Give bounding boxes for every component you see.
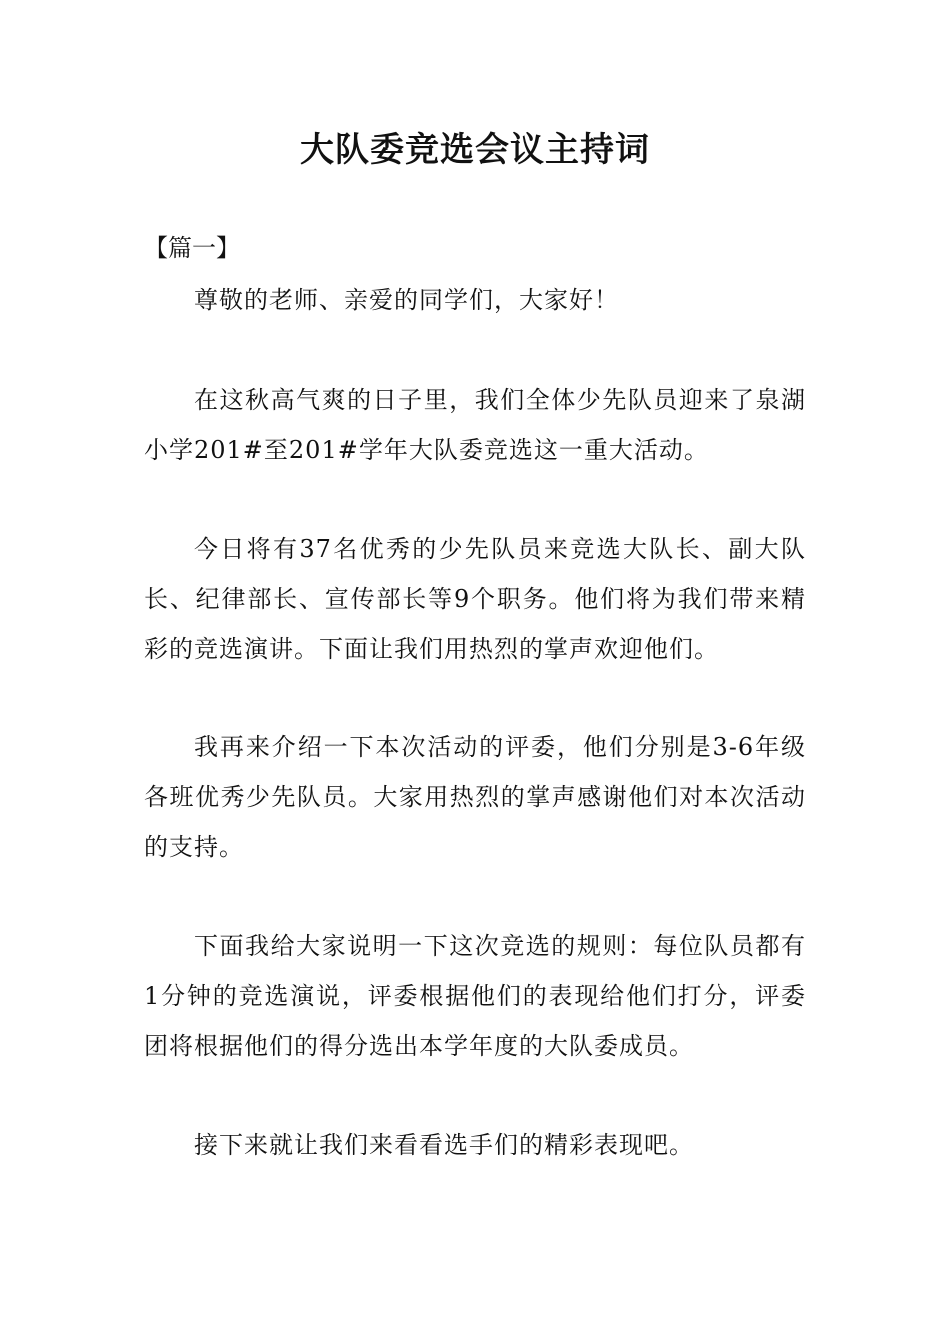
paragraph-intro: 在这秋高气爽的日子里，我们全体少先队员迎来了泉湖小学201#至201#学年大队委竞选这一重大活动。 [144, 386, 806, 464]
paragraph-candidates: 今日将有37名优秀的少先队员来竞选大队长、副大队长、纪律部长、宣传部长等9个职务。他们将为我们带来精彩的竞选演讲。下面让我们用热烈的掌声欢迎他们。 [144, 535, 806, 663]
section-label: 【篇一】 [144, 234, 240, 262]
paragraph-closing: 接下来就让我们来看看选手们的精彩表现吧。 [194, 1131, 694, 1159]
paragraph-greeting: 尊敬的老师、亲爱的同学们，大家好！ [194, 286, 619, 314]
paragraph-rules: 下面我给大家说明一下这次竞选的规则：每位队员都有1分钟的竞选演说，评委根据他们的表现给他们打分，评委团将根据他们的得分选出本学年度的大队委成员。 [144, 932, 806, 1060]
document-title: 大队委竞选会议主持词 [300, 130, 650, 170]
paragraph-judges: 我再来介绍一下本次活动的评委，他们分别是3-6年级各班优秀少先队员。大家用热烈的掌声感谢他们对本次活动的支持。 [144, 733, 806, 861]
